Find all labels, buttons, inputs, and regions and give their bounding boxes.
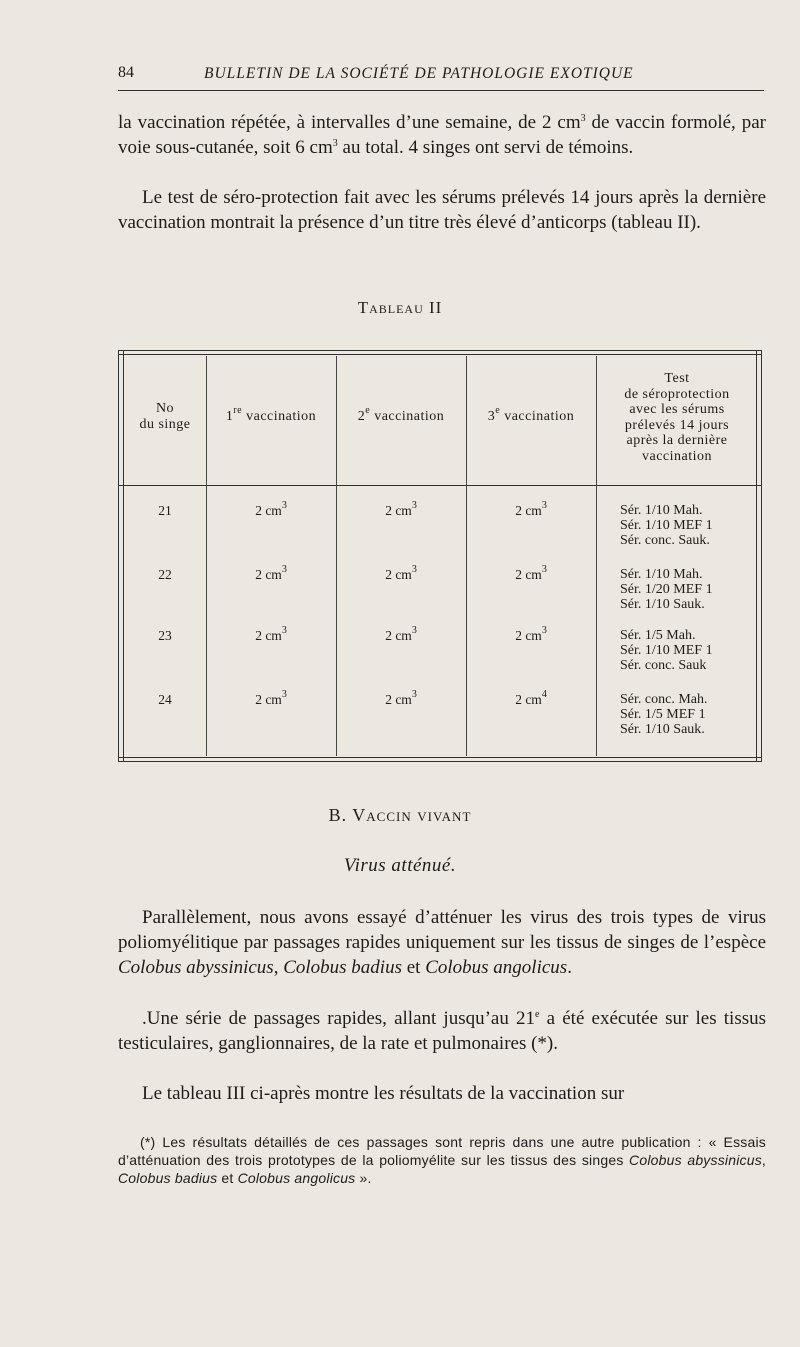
dose-3: 2 $cm^3$ bbox=[515, 625, 547, 643]
section-subtitle: Virus atténué. bbox=[343, 855, 457, 876]
header-seroprotection-test: Test de séroprotection avec les sérums prélevés 14 jours après la dernière vaccination bbox=[624, 371, 730, 464]
header-vaccination-2: 2e vaccination bbox=[357, 405, 445, 424]
dose-2: 2 $cm^3$ bbox=[385, 689, 417, 707]
sero-result: Sér. 1/10 Mah. Sér. 1/20 MEF 1 Sér. 1/10 Sauk. bbox=[620, 567, 713, 612]
row-number: 24 bbox=[158, 692, 172, 707]
running-header bbox=[118, 62, 764, 91]
sero-result: Sér. 1/5 Mah. Sér. 1/10 MEF 1 Sér. conc. Sauk bbox=[620, 628, 713, 673]
sero-result: Sér. 1/10 Mah. Sér. 1/10 MEF 1 Sér. conc. Sauk. bbox=[620, 503, 713, 548]
intro-paragraph-1: la vaccination répétée, à intervalles d’une semaine, de 2 $cm^3$ de vaccin formolé, par voie sous-cutanée, soit 6 $cm^3$ au total. 4 singes ont servi de témoins. bbox=[118, 112, 766, 158]
dose-2: 2 $cm^3$ bbox=[385, 500, 417, 518]
header-vaccination-3: 3e vaccination bbox=[487, 405, 575, 424]
dose-3: 2 $cm^3$ bbox=[515, 564, 547, 582]
dose-2: 2 $cm^3$ bbox=[385, 564, 417, 582]
dose-3: 2 $cm^4$ bbox=[515, 689, 547, 707]
table-frame bbox=[118, 350, 762, 762]
dose-1: 2 $cm^3$ bbox=[255, 564, 287, 582]
running-title: BULLETIN DE LA SOCIÉTÉ DE PATHOLOGIE EXOTIQUE bbox=[204, 65, 634, 82]
dose-3: 2 $cm^3$ bbox=[515, 500, 547, 518]
table-title: Tableau II bbox=[357, 298, 443, 317]
sero-result: Sér. conc. Mah. Sér. 1/5 MEF 1 Sér. 1/10 Sauk. bbox=[620, 692, 708, 737]
dose-2: 2 $cm^3$ bbox=[385, 625, 417, 643]
dose-1: 2 $cm^3$ bbox=[255, 500, 287, 518]
body-paragraph-3: Le tableau III ci-après montre les résultats de la vaccination sur bbox=[142, 1083, 625, 1104]
intro-paragraph-2: Le test de séro-protection fait avec les sérums prélevés 14 jours après la dernière vaccination montrait la présence d’un titre très élevé d’anticorps (tableau II). bbox=[118, 187, 766, 233]
dose-1: 2 $cm^3$ bbox=[255, 625, 287, 643]
row-number: 23 bbox=[158, 628, 172, 643]
row-number: 21 bbox=[158, 503, 172, 518]
dose-1: 2 $cm^3$ bbox=[255, 689, 287, 707]
row-number: 22 bbox=[158, 567, 172, 582]
footnote: (*) Les résultats détaillés de ces passages sont repris dans une autre publication : « Essais d’atténuation des trois prototypes de la poliomyélite sur les tissus des singes Colobus abyssinicus, Colobus badius et Colobus angolicus ». bbox=[118, 1134, 766, 1186]
body-paragraph-2: .Une série de passages rapides, allant jusqu’au 21e a été exécutée sur les tissus testiculaires, ganglionnaires, de la rate et pulmonaires (*). bbox=[118, 1008, 767, 1054]
header-vaccination-1: 1re vaccination bbox=[225, 405, 317, 424]
section-title: B. Vaccin vivant bbox=[328, 805, 472, 825]
page-number: 84 bbox=[118, 64, 134, 81]
body-paragraph-1: Parallèlement, nous avons essayé d’atténuer les virus des trois types de virus poliomyélitique par passages rapides uniquement sur les tissus de singes de l’espèce Colobus abyssinicus, Colobus badius et Colobus angolicus. bbox=[118, 907, 766, 978]
header-monkey-number: No du singe bbox=[139, 401, 191, 432]
